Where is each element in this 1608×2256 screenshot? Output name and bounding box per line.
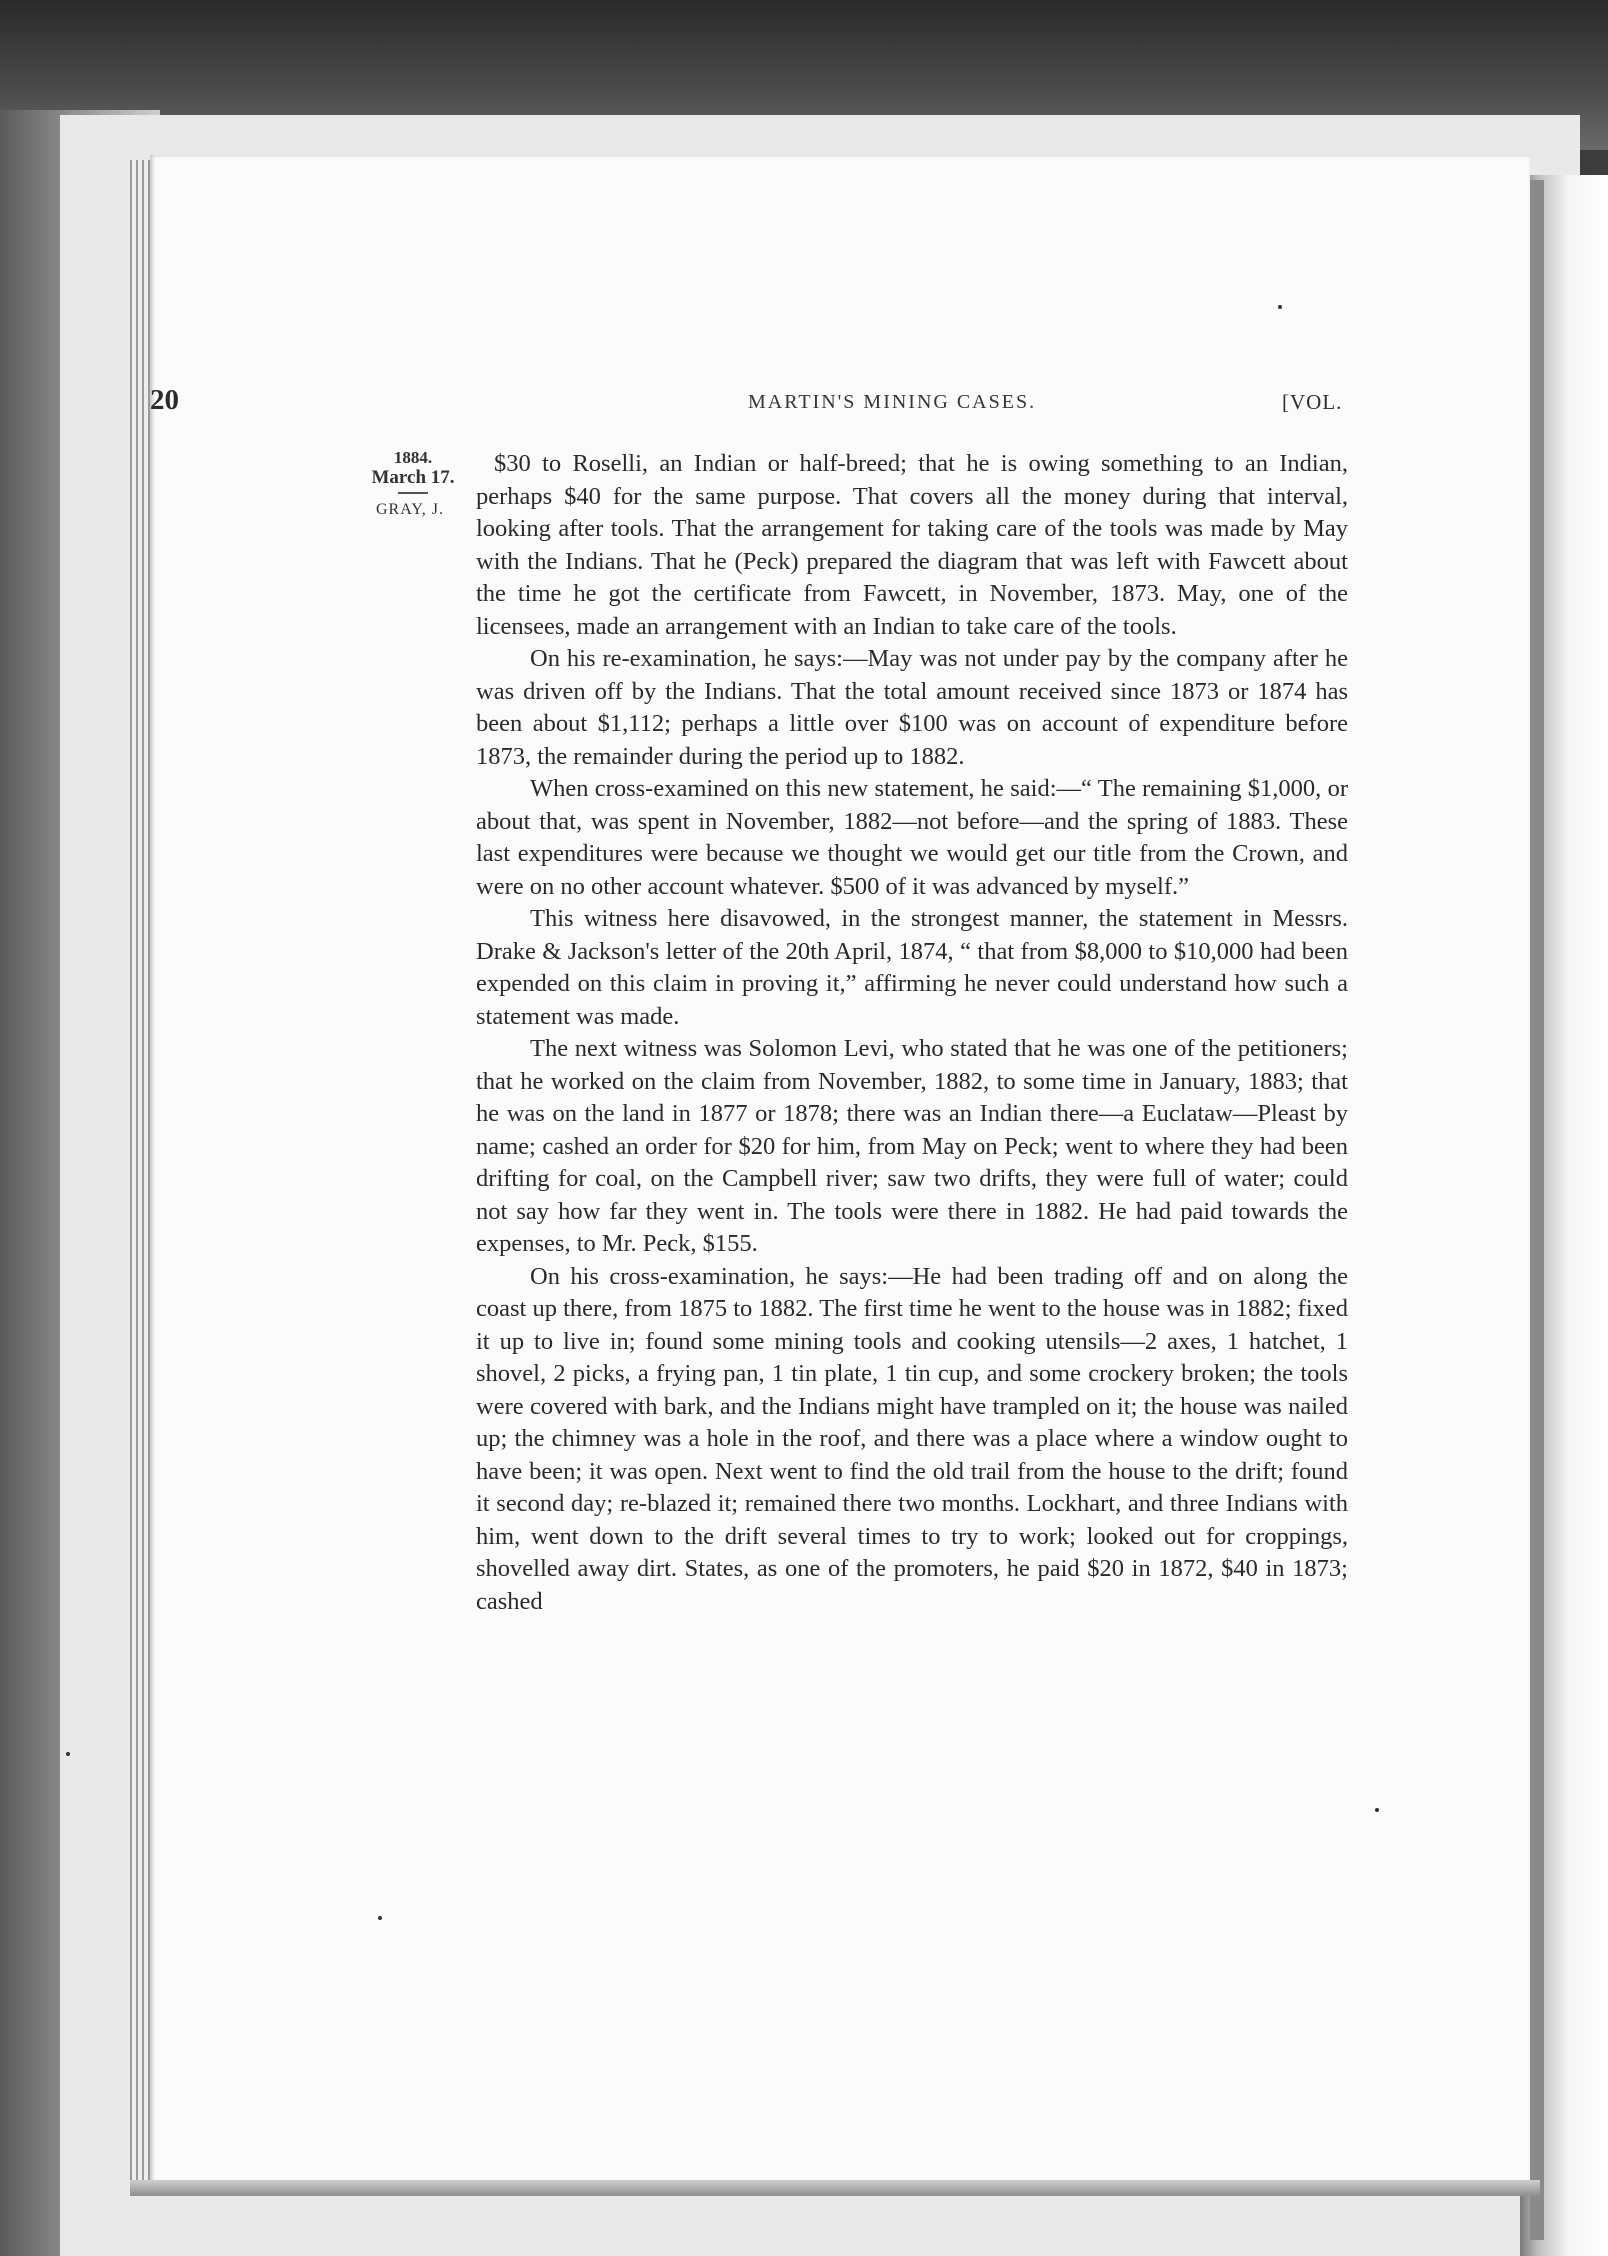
book-gutter-shadow (1530, 180, 1544, 2240)
paragraph: On his cross-examination, he says:—He had been trading off and on along the coast up there, from 1875 to 1882. The first time he went to the house was in 1882; fixed it up to live in; found some mining tools and cooking utensils—2 axes, 1 hatchet, 1 shovel, 2 picks, a frying pan, 1 tin plate, 1 tin cup, and some crockery broken; the tools were covered with bark, and the Indians might have trampled on it; the house was nailed up; the chimney was a hole in the roof, and there was a place where a window ought to have been; it was open. Next went to find the old trail from the house to the drift; found it second day; re-blazed it; remained there two months. Lockhart, and three Indians with him, went down to the drift several times to try to work; looked out for croppings, shovelled away dirt. States, as one of the promoters, he paid $20 in 1872, $40 in 1873; cashed (476, 1262, 1348, 1615)
volume-label: [VOL. (1282, 390, 1343, 414)
paragraph: This witness here disavowed, in the strongest manner, the statement in Messrs. Drake & Jackson's letter of the 20th April, 1874, “ that from $8,000 to $10,000 had been expended on this claim in proving it,” affirming he never could understand how such a statement was made. (476, 905, 1348, 1030)
scan-speck (1278, 305, 1282, 309)
scan-speck (66, 1752, 70, 1756)
page-bottom-edge (130, 2180, 1540, 2196)
margin-date: March 17. (371, 467, 455, 488)
body-text (476, 448, 1348, 1618)
margin-rule (398, 492, 428, 494)
scan-speck (1375, 1808, 1379, 1812)
page-number: 20 (150, 384, 179, 416)
paragraph: On his re-examination, he says:—May was not under pay by the company after he was driven off by the Indians. That the total amount received since 1873 or 1874 has been about $1,112; perhaps a little over $100 was on account of expenditure before 1873, the remainder during the period up to 1882. (476, 645, 1348, 770)
paragraph: When cross-examined on this new statement, he said:—“ The remaining $1,000, or about that, was spent in November, 1882—not before—and the spring of 1883. These last expenditures were because we thought we would get our title from the Crown, and were on no other account whatever. $500 of it was advanced by myself.” (476, 775, 1348, 900)
margin-note (358, 448, 468, 520)
running-title: MARTIN'S MINING CASES. (748, 391, 1037, 413)
margin-year: 1884. (393, 448, 433, 467)
margin-judge: GRAY, J. (376, 501, 445, 518)
scan-speck (378, 1916, 382, 1920)
paragraph: The next witness was Solomon Levi, who stated that he was one of the petitioners; that he worked on the claim from November, 1882, to some time in January, 1883; that he was on the land in 1877 or 1878; there was an Indian there—a Euclataw—Pleast by name; cashed an order for $20 for him, from May on Peck; went to where they had been drifting for coal, on the Campbell river; saw two drifts, they were full of water; could not say how far they went in. The tools were there in 1882. He had paid towards the expenses, to Mr. Peck, $155. (476, 1035, 1348, 1257)
paragraph: $30 to Roselli, an Indian or half-breed; that he is owing something to an Indian, perhaps $40 for the same purpose. That covers all the money during that interval, looking after tools. That the arrangement for taking care of the tools was made by May with the Indians. That he (Peck) prepared the diagram that was left with Fawcett about the time he got the certificate from Fawcett, in November, 1873. May, one of the licensees, made an arrangement with an Indian to take care of the tools. (476, 450, 1348, 640)
